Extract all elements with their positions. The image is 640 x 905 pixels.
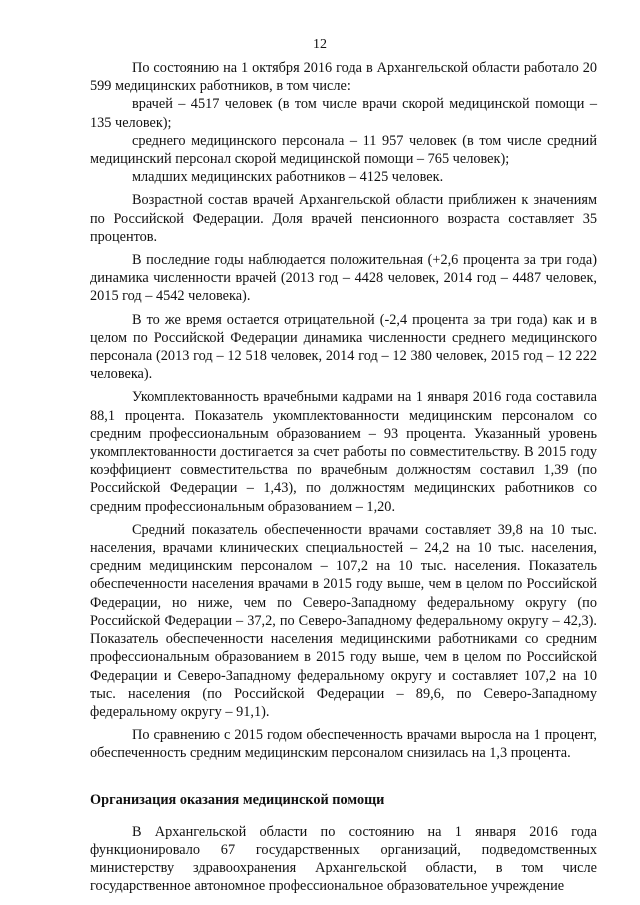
document-body xyxy=(90,59,597,896)
paragraph-organizations: В Архангельской области по состоянию на 1 января 2016 года функционировало 67 государственных организаций, подведомственных министерству здравоохранения Архангельской области, в том числе государственное автономное профессиональное образовательное учреждение xyxy=(90,823,597,895)
paragraph-staffing-level: Укомплектованность врачебными кадрами на 1 января 2016 года составила 88,1 процента. Показатель укомплектованности медицинским персоналом со средним профессиональным образованием – 93 процента. Указанный уровень укомплектованности достигается за счет работы по совместительству. В 2015 году коэффициент совместительства по врачебным должностям составил 1,39 (по Российской Федерации – 1,43), по должностям медицинских работников со средним профессиональным образованием – 1,20. xyxy=(90,389,597,515)
paragraph-provision: Средний показатель обеспеченности врачами составляет 39,8 на 10 тыс. населения, врачами клинических специальностей – 24,2 на 10 тыс. населения, средним медицинским персоналом – 107,2 на 10 тыс. населения. Показатель обеспеченности населения врачами в 2015 году выше, чем в целом по Российской Федерации, но ниже, чем по Северо-Западному федеральному округу (по Российской Федерации – 37,2, по Северо-Западному федеральному округу – 42,3). Показатель обеспеченности населения медицинскими работниками со средним профессиональным образованием в 2015 году выше, чем в целом по Российской Федерации и Северо-Западному федеральному округу и составляет 107,2 на 10 тыс. населения (по Российской Федерации – 89,6, по Северо-Западному федеральному округу – 91,1). xyxy=(90,521,597,720)
section-heading: Организация оказания медицинской помощи xyxy=(90,791,385,808)
paragraph-nurses: среднего медицинского персонала – 11 957 человек (в том числе средний медицинский персонал скорой медицинской помощи – 765 человек); xyxy=(90,132,597,168)
paragraph-staff-total: По состоянию на 1 октября 2016 года в Архангельской области работало 20 599 медицинских работников, в том числе: xyxy=(90,60,597,95)
paragraph-doctor-dynamics: В последние годы наблюдается положительная (+2,6 процента за три года) динамика численности врачей (2013 год – 4428 человек, 2014 год – 4487 человек, 2015 год – 4542 человека). xyxy=(90,252,597,305)
paragraph-junior-staff: младших медицинских работников – 4125 человек. xyxy=(132,169,444,186)
paragraph-doctors: врачей – 4517 человек (в том числе врачи скорой медицинской помощи – 135 человек); xyxy=(90,96,597,131)
paragraph-age-structure: Возрастной состав врачей Архангельской области приближен к значениям по Российской Федерации. Доля врачей пенсионного возраста составляет 35 процентов. xyxy=(90,192,597,245)
paragraph-nurse-dynamics: В то же время остается отрицательной (-2,4 процента за три года) как и в целом по Российской Федерации динамика численности среднего медицинского персонала (2013 год – 12 518 человек, 2014 год – 12 380 человек, 2015 год – 12 222 человека). xyxy=(90,311,597,383)
paragraph-comparison: По сравнению с 2015 годом обеспеченность врачами выросла на 1 процент, обеспеченность средним медицинским персоналом снизилась на 1,3 процента. xyxy=(90,727,597,762)
page-number: 12 xyxy=(313,37,327,52)
